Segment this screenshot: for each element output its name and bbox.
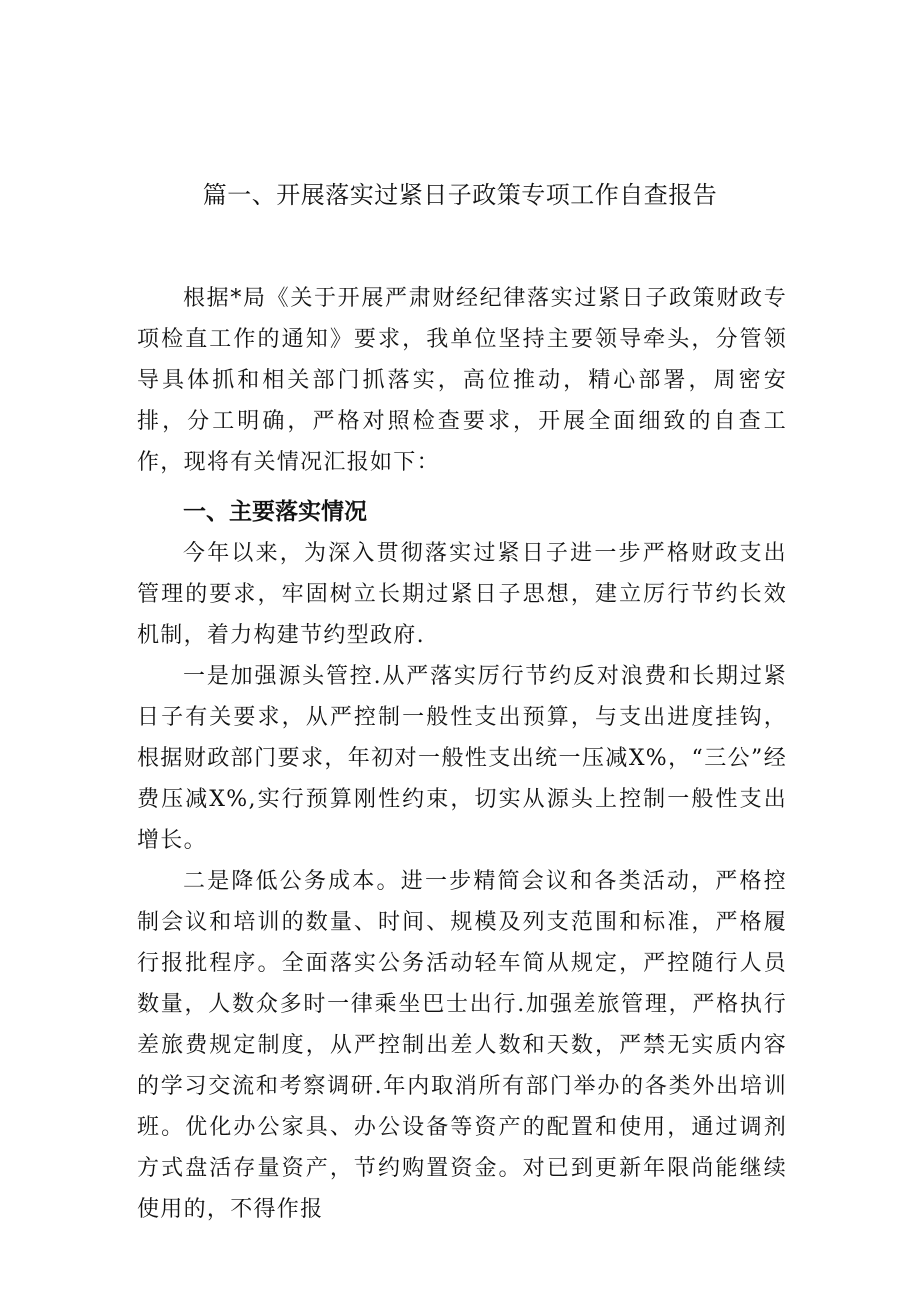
intro-paragraph: 根据*局《关于开展严肃财经纪律落实过紧日子政策财政专项检直工作的通知》要求，我单位坚持主要领导牵头，分管领导具体抓和相关部门抓落实，高位推动，精心部署，周密安排，分工明确，严格对照检查要求，开展全面细致的自查工作，现将有关情况汇报如下：: [137, 286, 787, 475]
section1-body: [137, 533, 787, 1230]
section1-paragraph-source-control: 一是加强源头管控.从严落实厉行节约反对浪费和长期过紧日子有关要求，从严控制一般性支出预算，与支出进度挂钩，根据财政部门要求，年初对一般性支出统一压减X%，“三公”经费压减X%,实行预算刚性约束，切实从源头上控制一般性支出增长。: [137, 664, 787, 853]
section1-paragraph-overview: 今年以来，为深入贯彻落实过紧日子进一步严格财政支出管理的要求，牢固树立长期过紧日子思想，建立厉行节约长效机制，着力构建节约型政府.: [137, 541, 787, 648]
section-heading-main-implementation: 一、主要落实情况: [183, 499, 367, 525]
intro-block: [137, 278, 787, 483]
document-title: 篇一、开展落实过紧日子政策专项工作自查报告: [202, 181, 718, 209]
section1-paragraph-cost-reduction: 二是降低公务成本。进一步精简会议和各类活动，严格控制会议和培训的数量、时间、规模及列支范围和标准，严格履行报批程序。全面落实公务活动轻车简从规定，严控随行人员数量，人数众多时一律乘坐巴士出行.加强差旅管理，严格执行差旅费规定制度，从严控制出差人数和天数，严禁无实质内容的学习交流和考察调研.年内取消所有部门举办的各类外出培训班。优化办公家具、办公设备等资产的配置和使用，通过调剂方式盘活存量资产，节约购置资金。对已到更新年限尚能继续使用的，不得作报: [137, 869, 787, 1222]
